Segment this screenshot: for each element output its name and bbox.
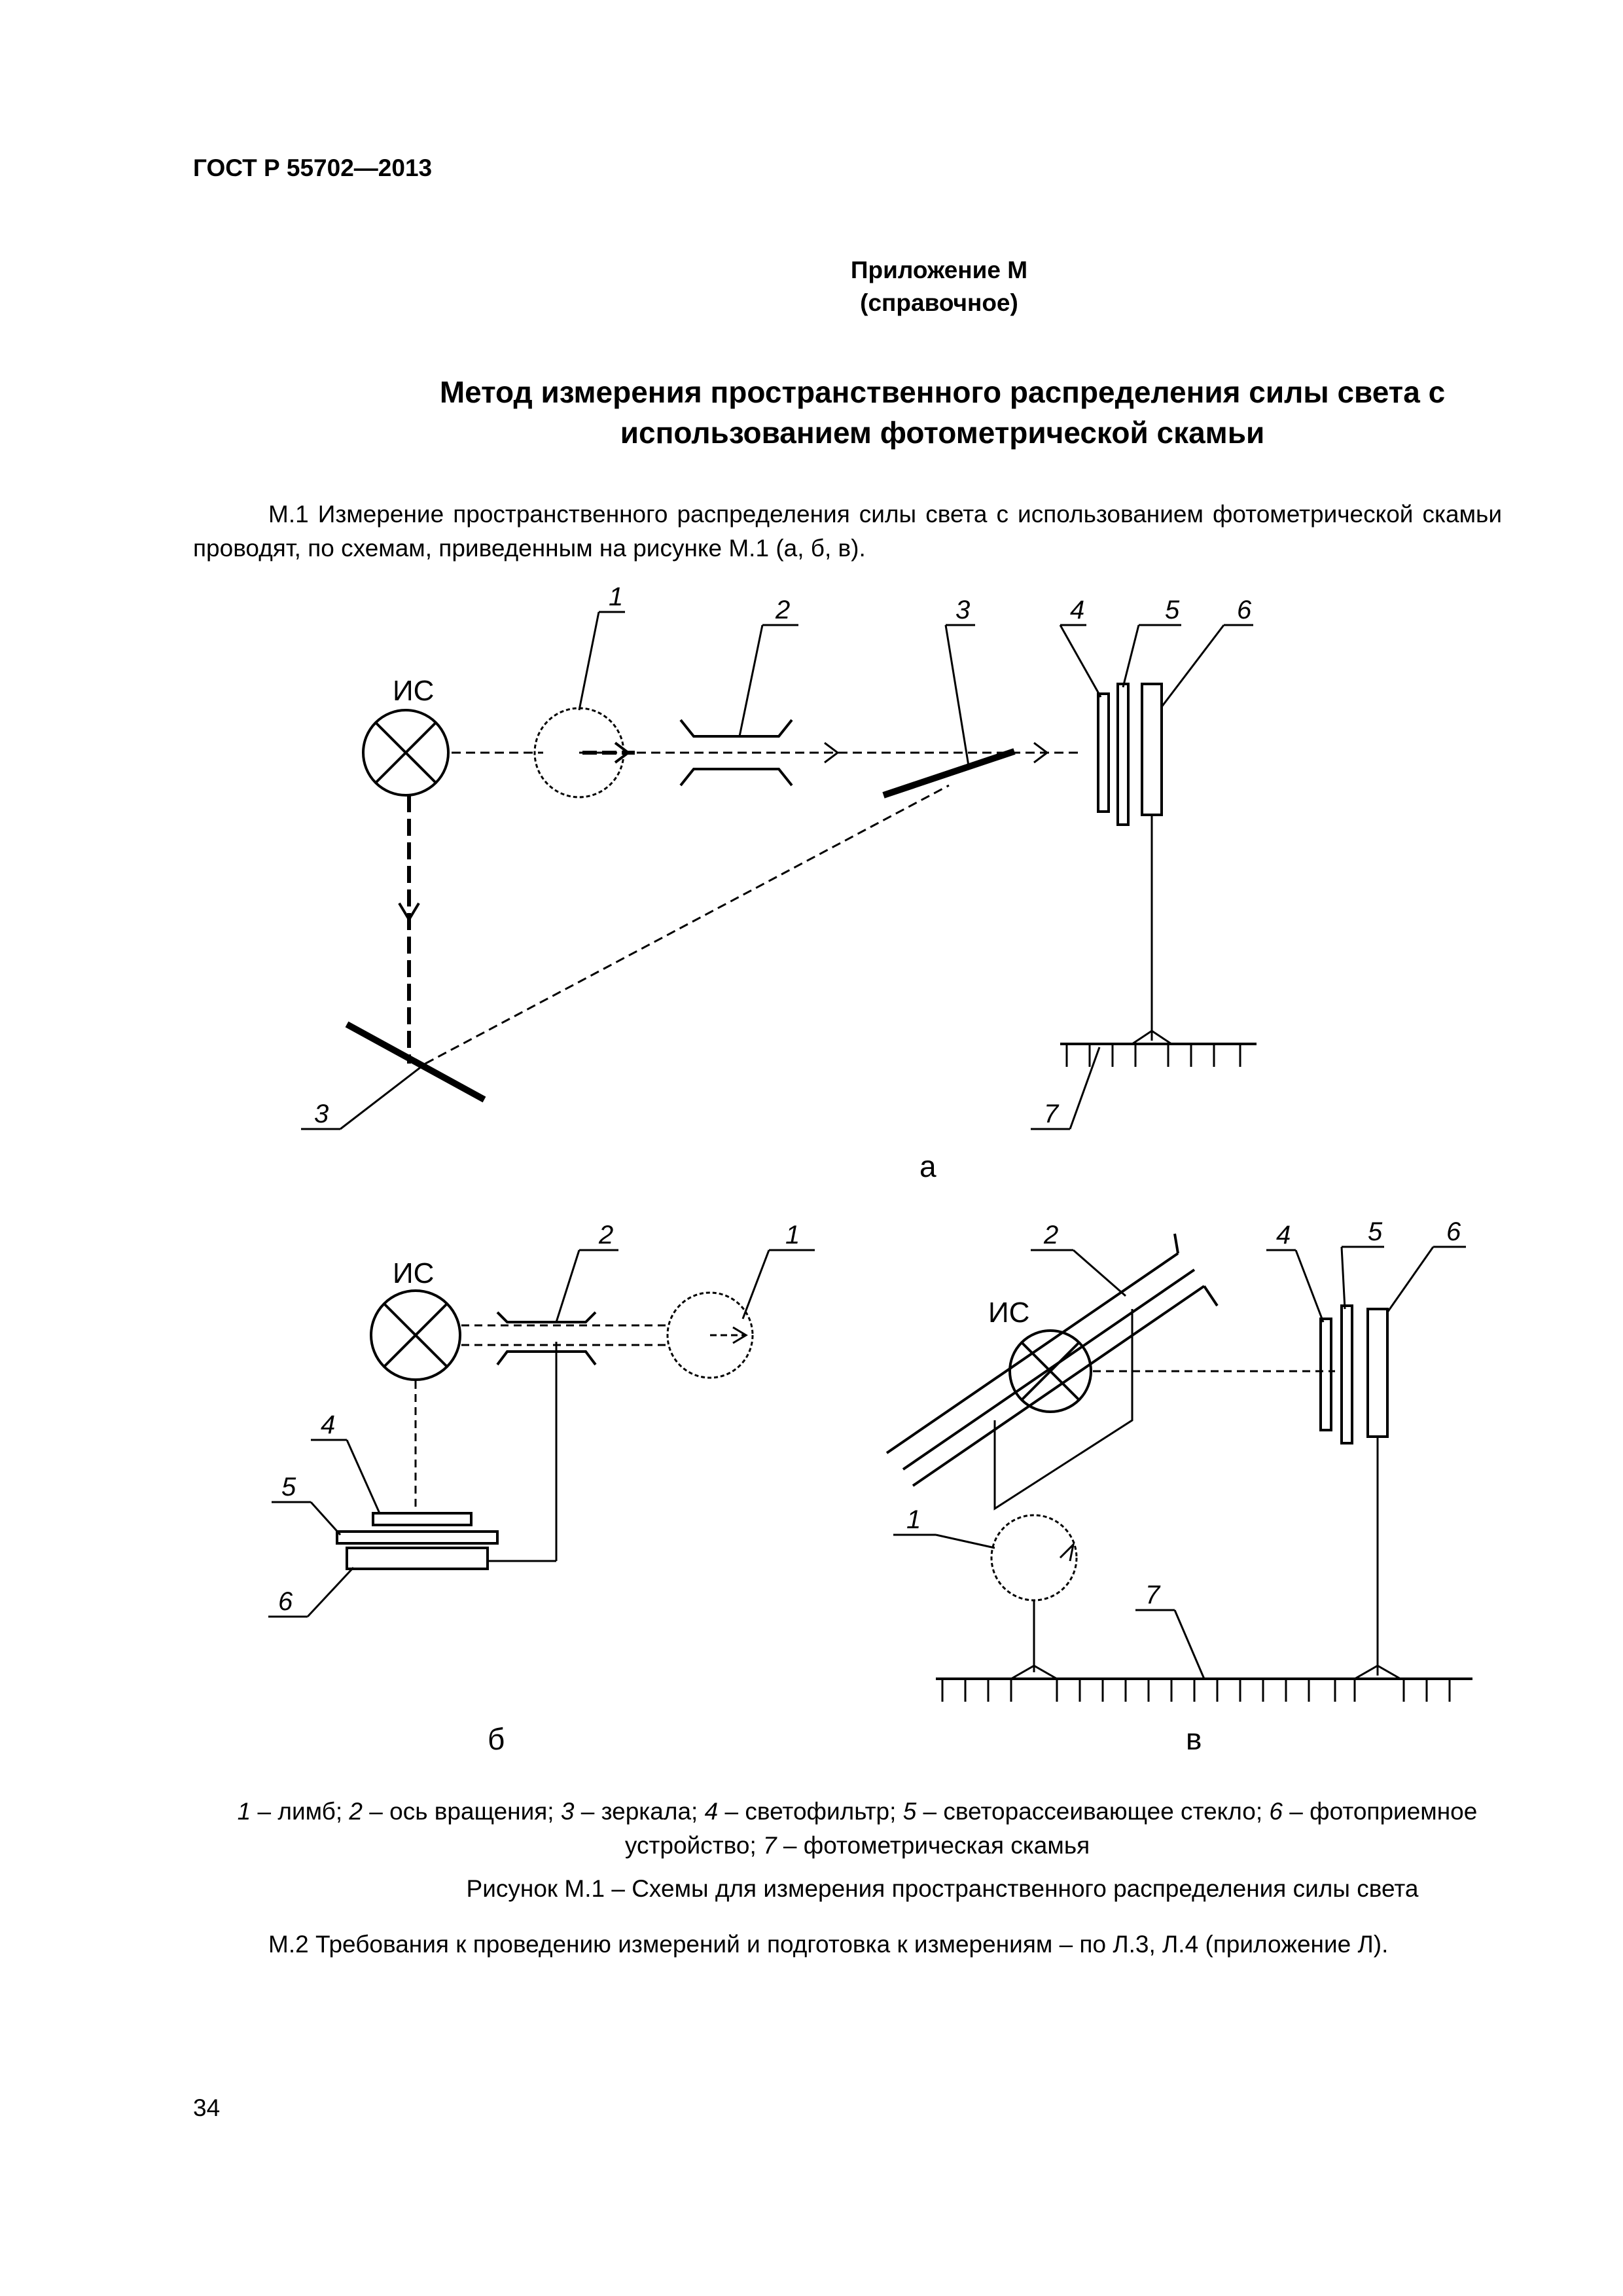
mirror-bottom — [347, 1024, 484, 1100]
panel-label-a: а — [919, 1149, 936, 1183]
page-number: 34 — [193, 2094, 221, 2121]
callout-4: 4 — [1276, 1221, 1291, 1249]
detector-element — [347, 1548, 488, 1569]
mirror-top — [883, 751, 1014, 795]
callout-5: 5 — [1368, 1217, 1383, 1246]
callout-4: 4 — [321, 1410, 336, 1439]
filter-element — [373, 1513, 471, 1525]
light-source-icon — [371, 1291, 460, 1380]
photometric-bench — [936, 1666, 1472, 1702]
figure-panel-a — [294, 576, 1342, 1198]
legend-item: 6 – фотоприемное устройство; — [624, 1798, 1478, 1859]
legend-item: 3 – зеркала; — [560, 1798, 705, 1825]
callout-1: 1 — [906, 1505, 921, 1534]
detector-element — [1368, 1309, 1387, 1437]
callout-3-top: 3 — [955, 596, 971, 624]
photometric-bench — [1060, 1031, 1257, 1067]
diffuser-element — [1118, 684, 1128, 825]
panel-label-v: в — [1186, 1722, 1202, 1756]
callout-2: 2 — [776, 596, 791, 624]
document-header: ГОСТ Р 55702—2013 — [193, 154, 433, 181]
callout-5: 5 — [1165, 596, 1180, 624]
legend-item: 5 – светорассеивающее стекло; — [902, 1798, 1270, 1825]
paragraph-m1 — [193, 497, 1502, 565]
callout-3-bottom: 3 — [314, 1100, 329, 1128]
callout-4: 4 — [1070, 596, 1085, 624]
callout-5: 5 — [281, 1473, 296, 1501]
filter-element — [1098, 694, 1109, 812]
source-label: ИС — [393, 1257, 435, 1289]
figure-panel-v — [883, 1204, 1505, 1741]
detector-element — [1142, 684, 1162, 815]
limb-dial-icon — [991, 1515, 1077, 1600]
source-label: ИС — [988, 1297, 1030, 1329]
rotation-axis — [497, 1312, 596, 1365]
diffuser-element — [337, 1532, 497, 1543]
light-source-icon — [363, 710, 448, 795]
callout-6: 6 — [1446, 1217, 1461, 1246]
legend-item: 4 – светофильтр; — [704, 1798, 903, 1825]
section-title-line1: Метод измерения пространственного распределения силы света с — [439, 375, 1446, 409]
callout-7: 7 — [1145, 1581, 1160, 1609]
appendix-label: Приложение М — [850, 257, 1028, 283]
callout-1: 1 — [609, 583, 624, 611]
paragraph-m1-text: М.1 Измерение пространственного распределения силы света с использованием фотометрической скамьи проводят, по схемам, приведенным на рисунке М.1 (а, б, в). — [193, 501, 1502, 562]
legend-item: 1 – лимб; — [237, 1798, 349, 1825]
figure-legend — [236, 1795, 1479, 1863]
callout-2: 2 — [1044, 1221, 1059, 1249]
source-label: ИС — [393, 675, 435, 707]
callout-1: 1 — [785, 1221, 800, 1249]
diffuser-element — [1342, 1306, 1352, 1443]
section-title — [196, 372, 1623, 453]
callout-6: 6 — [1237, 596, 1252, 624]
figure-caption: Рисунок М.1 – Схемы для измерения пространственного распределения силы света — [466, 1875, 1419, 1902]
limb-dial-icon — [668, 1293, 753, 1378]
legend-item: 7 – фотометрическая скамья — [763, 1832, 1090, 1859]
panel-label-b: б — [488, 1722, 505, 1756]
callout-2: 2 — [599, 1221, 614, 1249]
callout-6: 6 — [278, 1587, 293, 1616]
section-title-line2: использованием фотометрической скамьи — [620, 416, 1265, 450]
paragraph-m2-text: М.2 Требования к проведению измерений и подготовка к измерениям – по Л.3, Л.4 (приложение Л). — [268, 1931, 1389, 1958]
legend-item: 2 – ось вращения; — [349, 1798, 561, 1825]
filter-element — [1321, 1319, 1331, 1430]
rotation-axis — [887, 1234, 1217, 1486]
callout-7: 7 — [1044, 1100, 1059, 1128]
appendix-heading — [0, 254, 1623, 319]
paragraph-m2 — [193, 1928, 1502, 1962]
figure-panel-b — [249, 1204, 870, 1649]
appendix-note: (справочное) — [860, 289, 1018, 316]
